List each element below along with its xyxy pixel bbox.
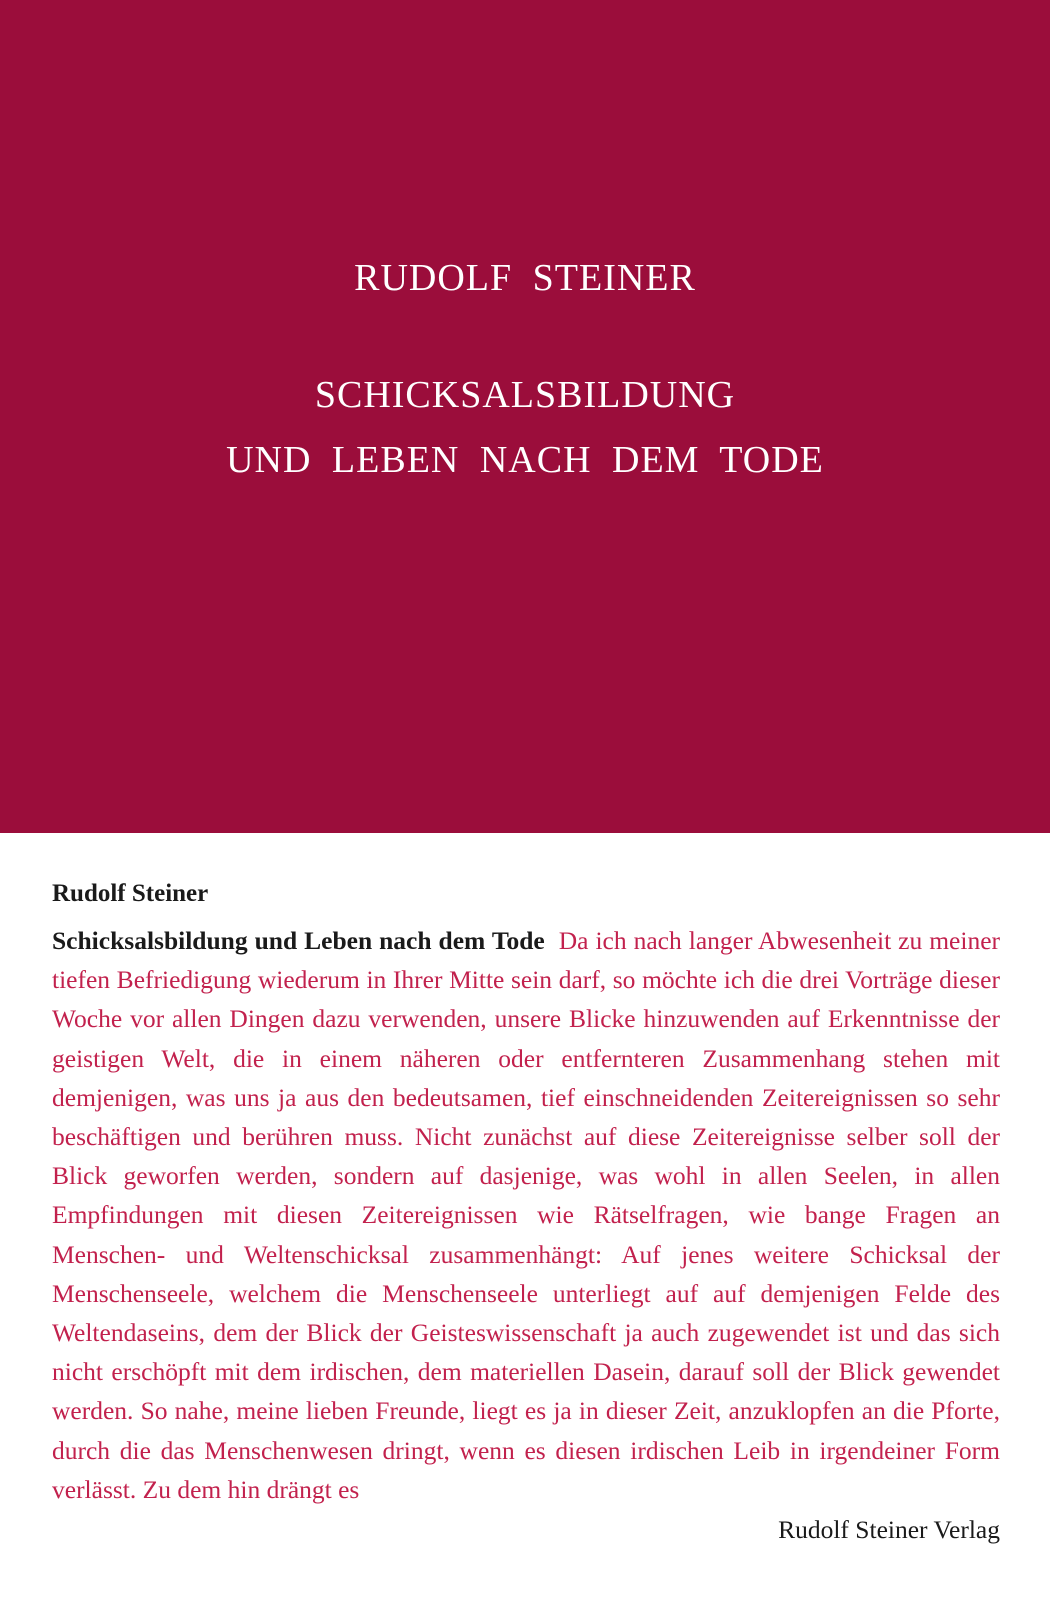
publisher: Rudolf Steiner Verlag [778, 1515, 1000, 1544]
cover-title [0, 363, 1050, 493]
cover-title-line-2: UND LEBEN NACH DEM TODE [226, 439, 824, 481]
cover-author: RUDOLF STEINER [354, 257, 696, 299]
cover-title-line-1: SCHICKSALSBILDUNG [314, 374, 736, 416]
back-author: Rudolf Steiner [52, 880, 209, 907]
blurb-text [52, 921, 1000, 1509]
blurb-body: Da ich nach langer Abwesenheit zu meiner tiefen Befriedigung wiederum in Ihrer Mitte sein darf, so möchte ich die drei Vorträge dieser Woche vor allen Dingen dazu verwenden, unsere Blicke hinzuwenden auf Erkenntnisse der geistigen Welt, die in einem näheren oder entfernteren Zusammenhang stehen mit demjenigen, was uns ja aus den bedeutsamen, tief einschneidenden Zeitereignissen so sehr beschäftigen und berühren muss. Nicht zunächst auf diese Zeitereignisse selber soll der Blick geworfen werden, sondern auf dasjenige, was wohl in allen Seelen, in allen Empfindungen mit diesen Zeitereignissen wie Rätselfragen, wie bange Fragen an Menschen- und Weltenschicksal zusammenhängt: Auf jenes weitere Schicksal der Menschenseele, welchem die Menschenseele unterliegt auf auf demjenigen Felde des Weltendaseins, dem der Blick der Geisteswissenschaft ja auch zugewendet ist und das sich nicht erschöpft mit dem irdischen, dem materiellen Dasein, darauf soll der Blick gewendet werden. So nahe, meine lieben Freunde, liegt es ja in dieser Zeit, anzuklopfen an die Pforte, durch die das Menschenwesen dringt, wenn es diesen irdischen Leib in irgendeiner Form verlässt. Zu dem hin drängt es [52, 926, 1001, 1504]
back-book-title: Schicksalsbildung und Leben nach dem Tode [52, 926, 545, 955]
